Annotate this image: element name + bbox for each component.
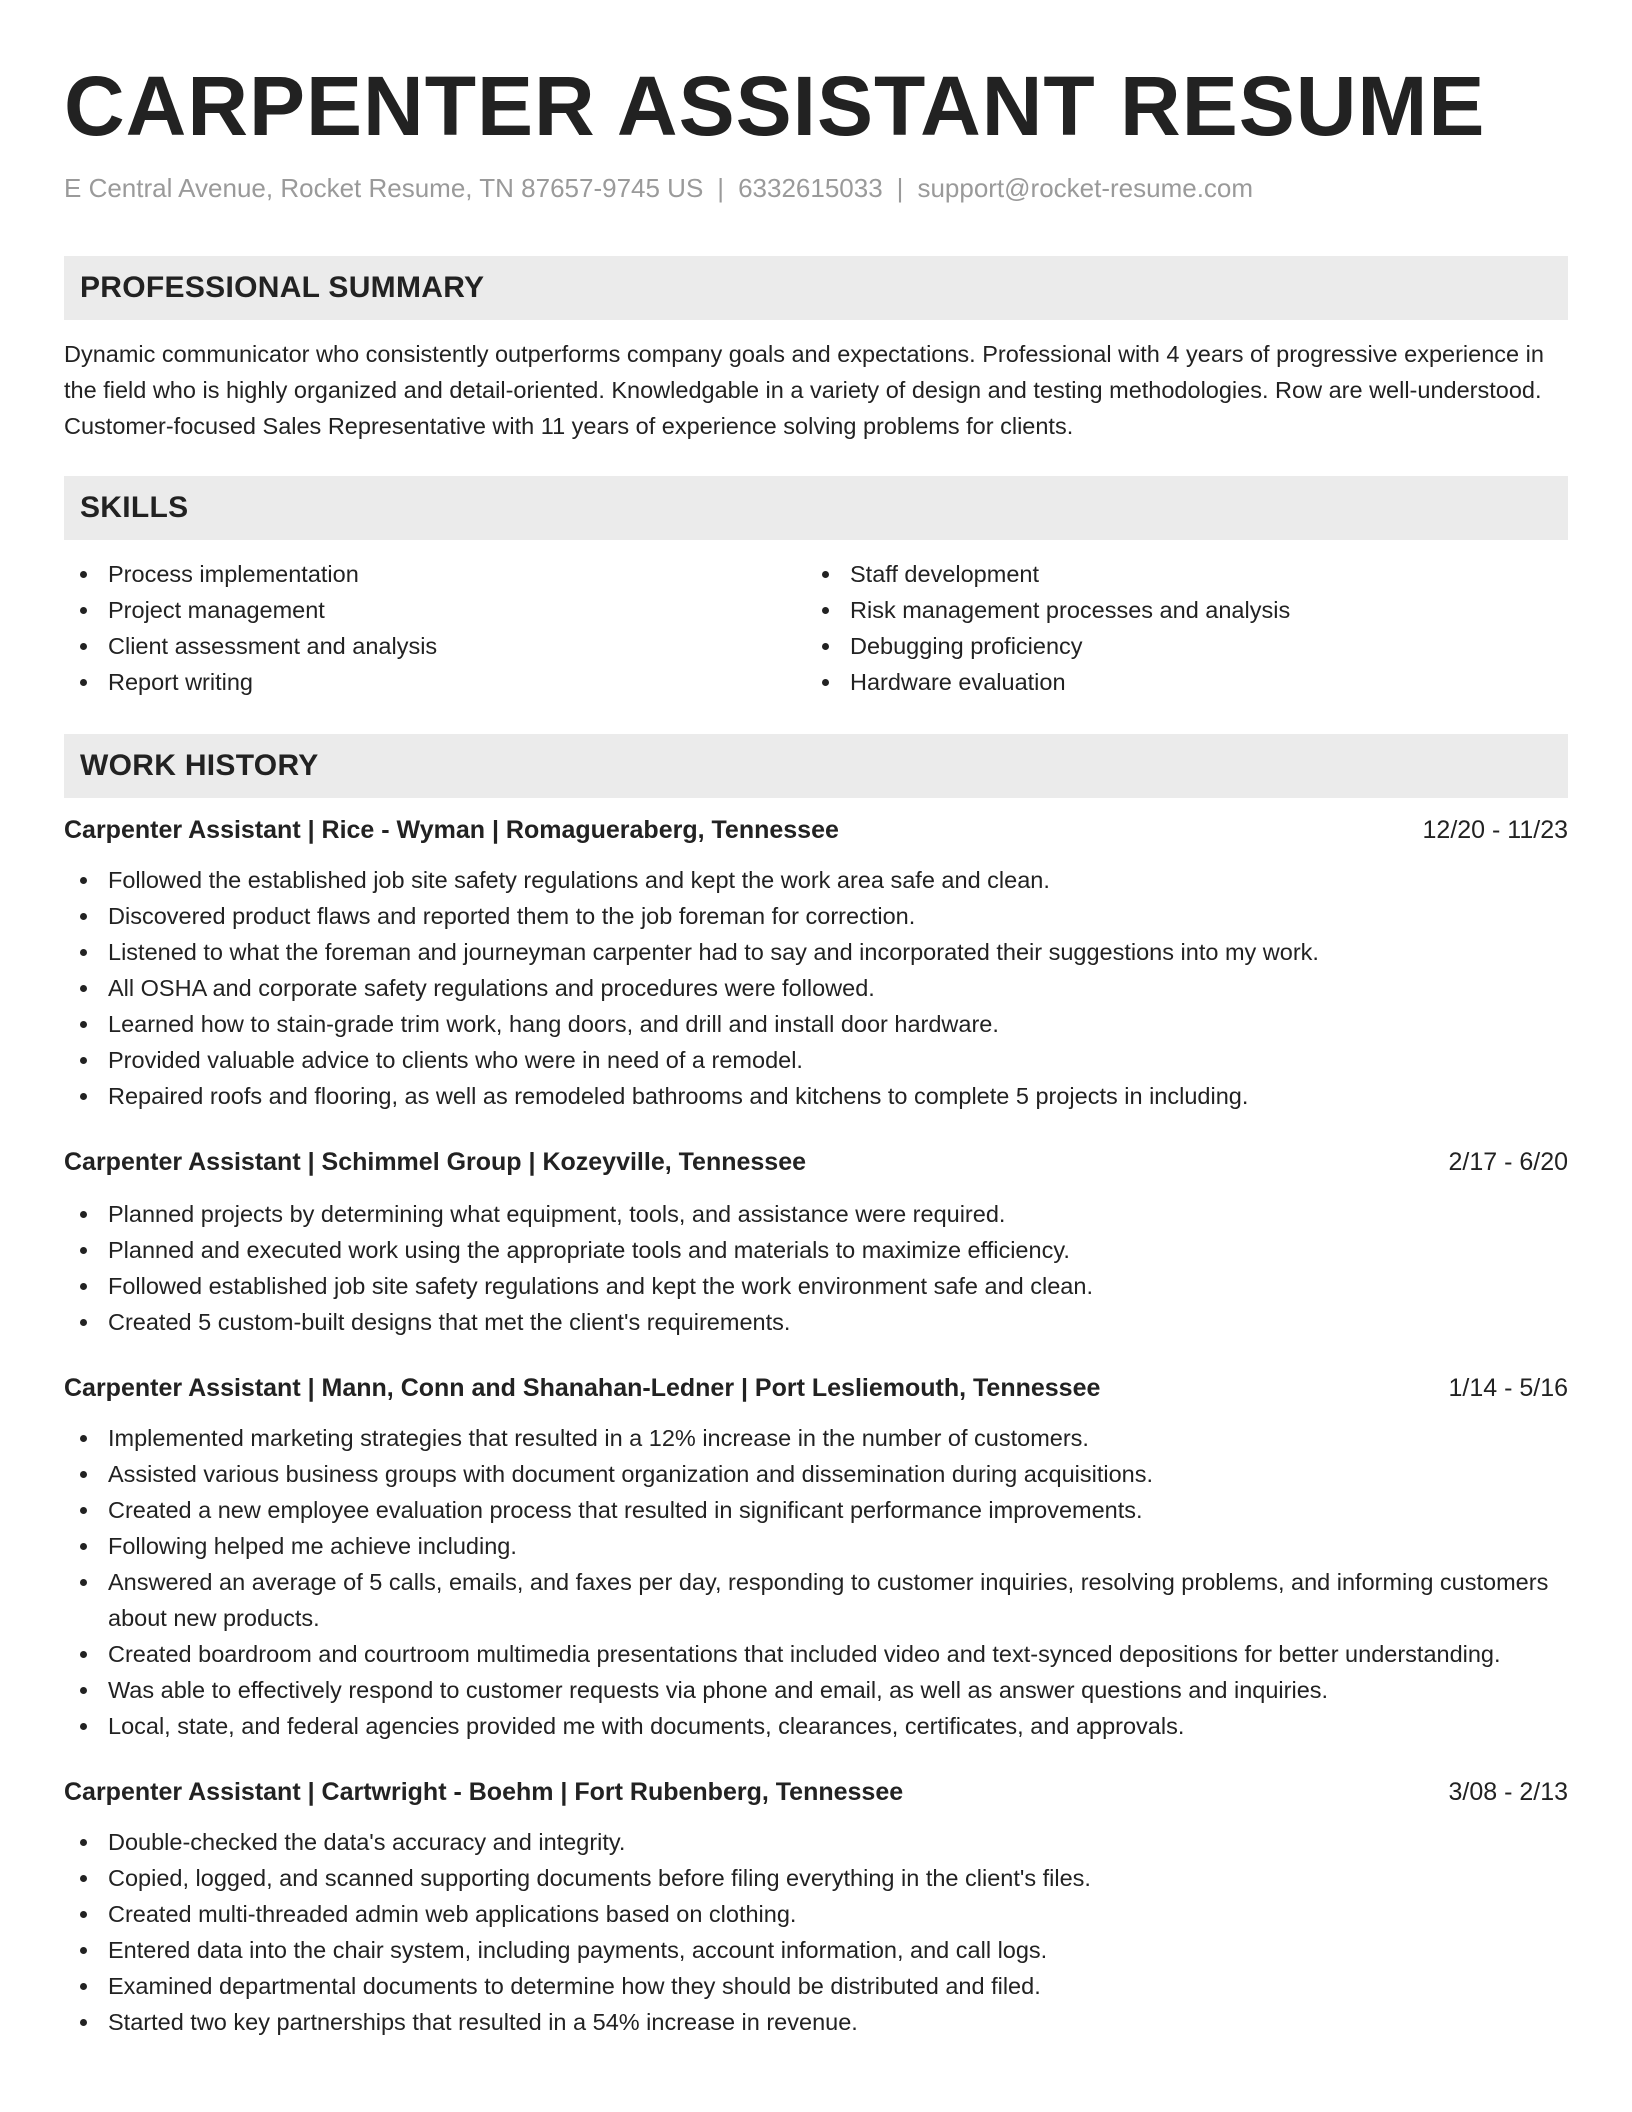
job-bullet: Local, state, and federal agencies provided me with documents, clearances, certificates, and approvals.	[64, 1708, 1568, 1744]
job-title: Carpenter Assistant | Rice - Wyman | Romagueraberg, Tennessee	[64, 816, 839, 844]
bullet-icon	[80, 913, 87, 920]
job-bullet: Following helped me achieve including.	[64, 1528, 1568, 1564]
job-dates: 2/17 - 6/20	[1448, 1148, 1568, 1176]
work-section-header	[64, 734, 1568, 798]
bullet-icon	[80, 1283, 87, 1290]
bullet-icon	[80, 1579, 87, 1586]
skill-item: Report writing	[64, 664, 806, 700]
bullet-icon	[80, 1723, 87, 1730]
bullet-icon	[80, 949, 87, 956]
job-bullets	[64, 1420, 1568, 1744]
job-dates: 12/20 - 11/23	[1422, 816, 1568, 844]
bullet-icon	[822, 571, 829, 578]
bullet-icon	[80, 643, 87, 650]
bullet-icon	[80, 571, 87, 578]
bullet-icon	[80, 1543, 87, 1550]
skill-item: Project management	[64, 592, 806, 628]
skill-item: Debugging proficiency	[806, 628, 1548, 664]
job-dates: 3/08 - 2/13	[1448, 1778, 1568, 1806]
job-bullet: Planned and executed work using the appropriate tools and materials to maximize efficiency.	[64, 1232, 1568, 1268]
bullet-icon	[80, 1247, 87, 1254]
resume-page	[64, 0, 1568, 2040]
job-bullets	[64, 1196, 1568, 1340]
bullet-icon	[80, 607, 87, 614]
job-title: Carpenter Assistant | Schimmel Group | Kozeyville, Tennessee	[64, 1148, 807, 1176]
job-bullets	[64, 1824, 1568, 2040]
bullet-icon	[80, 1021, 87, 1028]
bullet-icon	[822, 607, 829, 614]
skills-heading: SKILLS	[80, 491, 189, 524]
job-title: Carpenter Assistant | Cartwright - Boehm | Fort Rubenberg, Tennessee	[64, 1778, 904, 1806]
job-bullet: Entered data into the chair system, including payments, account information, and call logs.	[64, 1932, 1568, 1968]
bullet-icon	[80, 1947, 87, 1954]
skill-item: Risk management processes and analysis	[806, 592, 1548, 628]
job-entry	[64, 812, 1568, 1114]
bullet-icon	[80, 1057, 87, 1064]
bullet-icon	[80, 877, 87, 884]
job-bullet: Created 5 custom-built designs that met the client's requirements.	[64, 1304, 1568, 1340]
bullet-icon	[80, 1911, 87, 1918]
skill-item: Hardware evaluation	[806, 664, 1548, 700]
bullet-icon	[80, 1093, 87, 1100]
job-bullets	[64, 862, 1568, 1114]
bullet-icon	[80, 1687, 87, 1694]
job-header	[64, 1370, 1568, 1406]
contact-separator: |	[717, 173, 725, 203]
job-bullet: Listened to what the foreman and journeyman carpenter had to say and incorporated their suggestions into my work.	[64, 934, 1568, 970]
bullet-icon	[822, 679, 829, 686]
summary-section-header	[64, 256, 1568, 320]
contact-phone: 6332615033	[738, 173, 883, 203]
bullet-icon	[80, 1435, 87, 1442]
bullet-icon	[80, 1319, 87, 1326]
job-bullet: Examined departmental documents to determine how they should be distributed and filed.	[64, 1968, 1568, 2004]
skills-column-left	[64, 556, 806, 700]
job-title: Carpenter Assistant | Mann, Conn and Shanahan-Ledner | Port Lesliemouth, Tennessee	[64, 1374, 1101, 1402]
contact-email: support@rocket-resume.com	[917, 173, 1254, 203]
bullet-icon	[822, 643, 829, 650]
resume-title: CARPENTER ASSISTANT RESUME	[64, 59, 1486, 153]
job-bullet: Learned how to stain-grade trim work, hang doors, and drill and install door hardware.	[64, 1006, 1568, 1042]
job-bullet: All OSHA and corporate safety regulations and procedures were followed.	[64, 970, 1568, 1006]
bullet-icon	[80, 985, 87, 992]
skill-item: Client assessment and analysis	[64, 628, 806, 664]
bullet-icon	[80, 1507, 87, 1514]
summary-text: Dynamic communicator who consistently outperforms company goals and expectations. Professional with 4 years of progressive experience in the field who is highly organized and detail-oriented. Knowledgable in a variety of design and testing methodologies. Row are well-understood. Customer-focused Sales Representative with 11 years of experience solving problems for clients.	[64, 341, 1544, 439]
job-bullet: Repaired roofs and flooring, as well as remodeled bathrooms and kitchens to complete 5 projects in including.	[64, 1078, 1568, 1114]
job-bullet: Copied, logged, and scanned supporting documents before filing everything in the client's files.	[64, 1860, 1568, 1896]
job-bullet: Assisted various business groups with document organization and dissemination during acquisitions.	[64, 1456, 1568, 1492]
work-history	[64, 812, 1568, 2040]
bullet-icon	[80, 1983, 87, 1990]
work-heading: WORK HISTORY	[80, 749, 319, 782]
bullet-icon	[80, 2019, 87, 2026]
job-bullet: Followed established job site safety regulations and kept the work environment safe and clean.	[64, 1268, 1568, 1304]
bullet-icon	[80, 1211, 87, 1218]
skills-list	[64, 556, 1568, 700]
skills-section-header	[64, 476, 1568, 540]
bullet-icon	[80, 1471, 87, 1478]
job-header	[64, 812, 1568, 848]
bullet-icon	[80, 1875, 87, 1882]
job-header	[64, 1774, 1568, 1810]
job-bullet: Started two key partnerships that resulted in a 54% increase in revenue.	[64, 2004, 1568, 2040]
job-bullet: Answered an average of 5 calls, emails, and faxes per day, responding to customer inquiries, resolving problems, and informing customers about new products.	[64, 1564, 1568, 1636]
job-bullet: Followed the established job site safety regulations and kept the work area safe and clean.	[64, 862, 1568, 898]
bullet-icon	[80, 1839, 87, 1846]
job-bullet: Double-checked the data's accuracy and integrity.	[64, 1824, 1568, 1860]
job-bullet: Planned projects by determining what equipment, tools, and assistance were required.	[64, 1196, 1568, 1232]
contact-line	[64, 170, 1568, 206]
job-bullet: Created multi-threaded admin web applications based on clothing.	[64, 1896, 1568, 1932]
skill-item: Staff development	[806, 556, 1548, 592]
skill-item: Process implementation	[64, 556, 806, 592]
bullet-icon	[80, 679, 87, 686]
skills-column-right	[806, 556, 1548, 700]
job-entry	[64, 1144, 1568, 1340]
job-bullet: Provided valuable advice to clients who were in need of a remodel.	[64, 1042, 1568, 1078]
job-bullet: Created boardroom and courtroom multimedia presentations that included video and text-synced depositions for better understanding.	[64, 1636, 1568, 1672]
job-bullet: Implemented marketing strategies that resulted in a 12% increase in the number of customers.	[64, 1420, 1568, 1456]
job-header	[64, 1144, 1568, 1180]
contact-separator: |	[896, 173, 904, 203]
job-bullet: Discovered product flaws and reported them to the job foreman for correction.	[64, 898, 1568, 934]
job-entry	[64, 1774, 1568, 2040]
job-entry	[64, 1370, 1568, 1744]
contact-address: E Central Avenue, Rocket Resume, TN 87657-9745 US	[64, 173, 704, 203]
job-dates: 1/14 - 5/16	[1448, 1374, 1568, 1402]
bullet-icon	[80, 1651, 87, 1658]
job-bullet: Was able to effectively respond to customer requests via phone and email, as well as answer questions and inquiries.	[64, 1672, 1568, 1708]
job-bullet: Created a new employee evaluation process that resulted in significant performance improvements.	[64, 1492, 1568, 1528]
summary-heading: PROFESSIONAL SUMMARY	[80, 271, 485, 304]
